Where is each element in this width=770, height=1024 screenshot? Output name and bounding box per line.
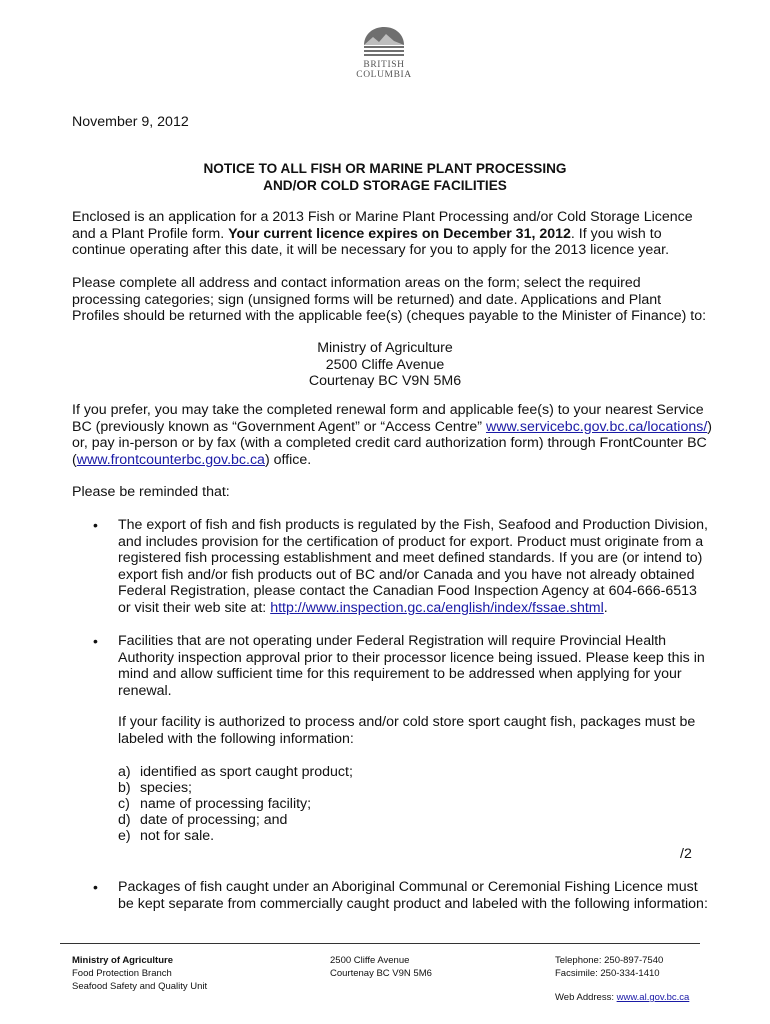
footer-address bbox=[330, 954, 432, 980]
para2-line2: processing categories; sign (unsigned forms will be returned) and date. Applications and Plant bbox=[72, 291, 662, 308]
title-line-1: NOTICE TO ALL FISH OR MARINE PLANT PROCESSING bbox=[203, 161, 567, 176]
footer-telephone: Telephone: 250-897-7540 bbox=[555, 955, 664, 966]
footer-web bbox=[555, 991, 689, 1004]
logo-line-1: BRITISH bbox=[363, 60, 405, 70]
list-item bbox=[118, 764, 353, 781]
list-text: species; bbox=[139, 780, 192, 796]
list-label: e) bbox=[118, 828, 131, 844]
footer-divider bbox=[60, 943, 700, 944]
bullet-icon: • bbox=[93, 879, 98, 895]
sport-fish-line1: If your facility is authorized to process and/or cold store sport caught fish, packages must be bbox=[118, 714, 696, 730]
bullet2-line3: mind and allow sufficient time for this requirement to be addressed when applying for your bbox=[118, 666, 682, 683]
licence-expiry-notice: Your current licence expires on December 31, 2012 bbox=[228, 225, 571, 242]
para1-line1: Enclosed is an application for a 2013 Fish or Marine Plant Processing and/or Cold Storage Licence bbox=[72, 209, 693, 225]
bc-logo bbox=[345, 24, 423, 88]
bullet-export bbox=[118, 517, 712, 617]
reminder-heading: Please be reminded that: bbox=[72, 484, 230, 500]
list-text: date of processing; and bbox=[139, 812, 288, 828]
bullet1-line4: export fish and/or fish products out of BC and/or Canada and you have not already obtained bbox=[118, 566, 695, 583]
bullet-provincial bbox=[118, 633, 712, 699]
servicebc-link[interactable]: www.servicebc.gov.bc.ca/locations/ bbox=[485, 418, 708, 435]
bullet-icon: • bbox=[93, 517, 98, 533]
para3-line3: or, pay in-person or by fax (with a completed credit card authorization form) through FrontCounter BC bbox=[72, 435, 707, 452]
logo-line-2: COLUMBIA bbox=[356, 70, 412, 80]
bullet1-line6-tail: . bbox=[603, 599, 608, 616]
address-line2: 2500 Cliffe Avenue bbox=[325, 356, 445, 373]
bullet1-line2: and includes provision for the certification of product for export. Product must originate from a bbox=[118, 533, 704, 550]
para2-line3: Profiles should be returned with the applicable fee(s) (cheques payable to the Minister of Finance) to: bbox=[72, 308, 707, 325]
footer-web-label: Web Address: bbox=[555, 992, 617, 1003]
para3-line4-open: ( bbox=[72, 451, 77, 468]
address-line3: Courtenay BC V9N 5M6 bbox=[308, 373, 462, 390]
bullet1-line1: The export of fish and fish products is regulated by the Fish, Seafood and Production Division, bbox=[118, 517, 708, 533]
para3-line2-text: BC (previously known as “Government Agent” or “Access Centre” bbox=[72, 418, 486, 435]
bullet1-line6 bbox=[118, 600, 712, 617]
footer-web-link[interactable]: www.al.gov.bc.ca bbox=[616, 992, 690, 1003]
footer-organization bbox=[72, 954, 207, 993]
list-item bbox=[118, 780, 192, 797]
sport-fish-line2: labeled with the following information: bbox=[118, 730, 354, 747]
bullet1-line6-text: or visit their web site at: bbox=[118, 599, 271, 616]
footer-branch: Food Protection Branch bbox=[72, 968, 172, 979]
title-line-2: AND/OR COLD STORAGE FACILITIES bbox=[263, 178, 507, 193]
footer-unit: Seafood Safety and Quality Unit bbox=[72, 981, 208, 992]
bullet2-line2: Authority inspection approval prior to their processor licence being issued. Please keep this in bbox=[118, 649, 705, 666]
footer-ministry: Ministry of Agriculture bbox=[72, 955, 173, 966]
sport-fish-paragraph bbox=[118, 714, 712, 747]
para2-line1: Please complete all address and contact information areas on the form; select the required bbox=[72, 275, 641, 291]
frontcounter-link[interactable]: www.frontcounterbc.gov.bc.ca bbox=[76, 451, 265, 468]
page-number: /2 bbox=[680, 846, 692, 862]
para3-line1: If you prefer, you may take the completed renewal form and applicable fee(s) to your nearest Service bbox=[72, 402, 704, 418]
list-label: a) bbox=[118, 764, 131, 780]
para3-line2 bbox=[72, 419, 732, 436]
list-item bbox=[118, 812, 287, 829]
para1-line2-text: and a Plant Profile form. bbox=[72, 225, 229, 242]
list-label: d) bbox=[118, 812, 131, 828]
paragraph-instructions bbox=[72, 275, 712, 325]
bullet1-line5: Federal Registration, please contact the Canadian Food Inspection Agency at 604-666-6513 bbox=[118, 583, 697, 600]
notice-title bbox=[0, 160, 770, 194]
list-text: identified as sport caught product; bbox=[139, 764, 353, 780]
mailing-address bbox=[0, 340, 770, 390]
para1-line2-tail: . If you wish to bbox=[570, 225, 662, 242]
para3-line4 bbox=[72, 452, 732, 469]
list-label: c) bbox=[118, 796, 130, 812]
bullet3-line2: be kept separate from commercially caught product and labeled with the following information: bbox=[118, 895, 708, 912]
paragraph-service-bc bbox=[72, 402, 732, 468]
bullet3-line1: Packages of fish caught under an Aboriginal Communal or Ceremonial Fishing Licence must bbox=[118, 879, 698, 895]
letter-date: November 9, 2012 bbox=[72, 114, 189, 130]
list-text: name of processing facility; bbox=[139, 796, 312, 812]
list-text: not for sale. bbox=[139, 828, 215, 844]
list-label: b) bbox=[118, 780, 131, 796]
para1-line2 bbox=[72, 226, 712, 243]
list-item bbox=[118, 796, 311, 813]
para3-line4-tail: ) office. bbox=[264, 451, 312, 468]
para3-line2-tail: ) bbox=[707, 418, 713, 435]
bc-crest-icon bbox=[359, 24, 409, 60]
footer-city: Courtenay BC V9N 5M6 bbox=[330, 968, 432, 979]
bullet-aboriginal bbox=[118, 879, 712, 912]
bullet2-line4: renewal. bbox=[118, 682, 172, 699]
footer-fax: Facsimile: 250-334-1410 bbox=[555, 968, 660, 979]
bullet-icon: • bbox=[93, 633, 98, 649]
para1-line3: continue operating after this date, it will be necessary for you to apply for the 2013 licence year. bbox=[72, 242, 670, 259]
footer-street: 2500 Cliffe Avenue bbox=[330, 955, 410, 966]
footer-contact bbox=[555, 954, 689, 1004]
paragraph-enclosed bbox=[72, 209, 712, 259]
list-item bbox=[118, 828, 214, 845]
bullet2-line1: Facilities that are not operating under Federal Registration will require Provincial Health bbox=[118, 633, 667, 649]
bullet1-line3: registered fish processing establishment and meet defined standards. If you are (or intend to) bbox=[118, 550, 703, 567]
address-line1: Ministry of Agriculture bbox=[317, 340, 453, 356]
cfia-link[interactable]: http://www.inspection.gc.ca/english/index/fssae.shtml bbox=[270, 599, 604, 616]
